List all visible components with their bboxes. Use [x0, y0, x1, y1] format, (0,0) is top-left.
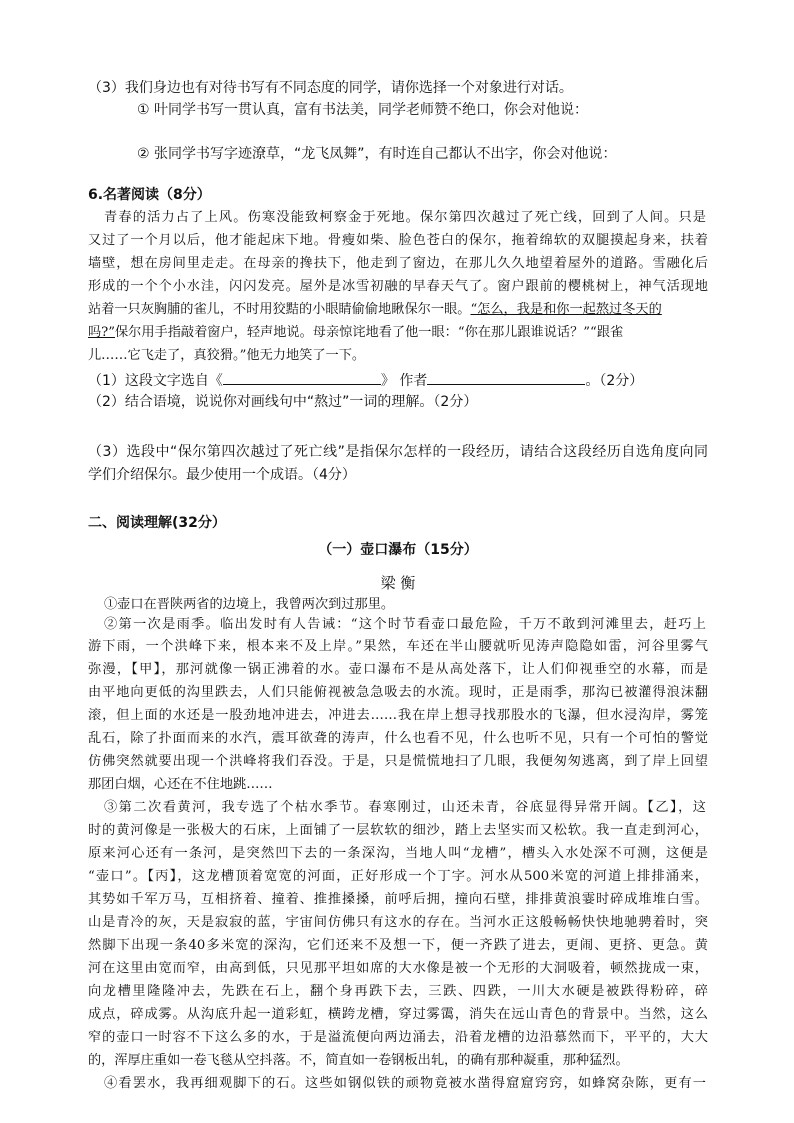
q3-option-1: ① 叶同学书写一贯认真，富有书法美，同学老师赞不绝口，你会对他说：	[137, 102, 588, 118]
passage-line: 儿……它飞走了，真狡猾。”他无力地笑了一下。	[88, 348, 366, 363]
article-line: 成点，碎成雾。从沟底升起一道彩虹，横跨龙槽，穿过雾霭，消失在远山青色的背景中。当然，这么	[88, 1007, 708, 1022]
passage-text: 保尔用手指敲着窗户，轻声地说。母亲惊诧地看了他一眼：“你在那儿跟谁说话？”“跟雀	[115, 325, 624, 340]
article-line: 滚，但上面的水还是一股劲地冲进去，冲进去……我在岸上想寻找那股水的飞瀑，但水浸沟岸，雾笼	[88, 708, 708, 723]
article-line: 原来河心还有一条河，是突然凹下去的一条深沟，当地人叫“龙槽”，槽头入水处深不可测，这便是	[88, 846, 708, 861]
book-title-blank[interactable]	[223, 370, 381, 385]
q3-stem: （3）我们身边也有对待书写有不同态度的同学，请你选择一个对象进行对话。	[88, 80, 573, 96]
passage-line: 又过了一个月以后，他才能起床下地。骨瘦如柴、脸色苍白的保尔，拖着绵软的双腿摸起身来，扶着	[88, 233, 708, 248]
q1-prefix: （1）这段文字选自《	[88, 373, 223, 389]
article-line: 弥漫，【甲】，那河就像一锅正沸着的水。壶口瀑布不是从高处落下，让人们仰视垂空的水幕，而是	[88, 662, 708, 677]
article-line: 山是青冷的灰，天是寂寂的蓝，宇宙间仿佛只有这水的存在。当河水正这般畅畅快快地驰骋着时，突	[88, 915, 708, 930]
article-line: ④看罢水，我再细观脚下的石。这些如钢似铁的顽物竟被水凿得窟窟窍窍，如蜂窝杂陈，更有一	[104, 1076, 706, 1091]
s6-question-1	[88, 370, 708, 390]
article-line: 游下雨，一个洪峰下来，根本来不及上岸。”果然，车还在半山腰就听见涛声隐隐如雷，河谷里雾气	[88, 639, 708, 654]
article-line: 其势如千军万马，互相挤着、撞着、推推搡搡，前呼后拥，撞向石壁，排排黄浪霎时碎成堆堆白雪。	[88, 892, 708, 907]
passage-line: 青春的活力占了上风。伤寒没能致柯察金于死地。保尔第四次越过了死亡线，回到了人间。只是	[104, 210, 706, 225]
article-line: 然脚下出现一条40多米宽的深沟，它们还来不及想一下，便一齐跌了进去，更闹、更挤、更急。黄	[88, 938, 708, 953]
s6-question-2: （2）结合语境，说说你对画线句中“熬过”一词的理解。（2分）	[88, 394, 478, 410]
passage-line: 形成的一个个小水洼，闪闪发亮。屋外是冰雪初融的早春天气了。窗户跟前的樱桃树上，神气活现地	[88, 279, 708, 294]
article-line: 向龙槽里隆隆冲去，先跌在石上，翻个身再跌下去，三跌、四跌，一川大水硬是被跌得粉碎，碎	[88, 984, 708, 999]
article-line: ③第二次看黄河，我专选了个枯水季节。春寒刚过，山还未青，谷底显得异常开阔。【乙】，这	[104, 800, 706, 815]
q1-score: 。（2分）	[585, 373, 644, 389]
section-6-title: 6.名著阅读（8分）	[88, 187, 211, 203]
article-author: 梁 衡	[380, 574, 416, 592]
article-line: 河在这里由宽而窄，由高到低，只见那平坦如席的大水像是被一个无形的大洞吸着，顿然拢成一束，	[88, 961, 708, 976]
article-line: 由平地向更低的沟里跌去，人们只能俯视被急急吸去的水流。现时，正是雨季，那沟已被灌得浪沫翻	[88, 685, 708, 700]
article-line: 的，浑厚庄重如一卷飞毯从空抖落。不，简直如一卷钢板出轧，的确有那种凝重，那种猛烈。	[88, 1053, 629, 1068]
article-line: ①壶口在晋陕两省的边境上，我曾两次到过那里。	[104, 597, 395, 612]
author-blank[interactable]	[427, 370, 585, 385]
article-line: “壶口”。【丙】，这龙槽顶着宽宽的河面，正好形成一个丁字。河水从500米宽的河道上排排涌来，	[88, 869, 708, 884]
underlined-sentence-end: 吗?”	[88, 325, 115, 340]
s6-question-3-cont: 学们介绍保尔。最少使用一个成语。（4分）	[88, 467, 356, 483]
section-2-title: 二、阅读理解(32分）	[88, 515, 226, 531]
article-line: 窄的壶口一时容不下这么多的水，于是溢流便向两边涌去，沿着龙槽的边沿慕然而下，平平的，大大	[88, 1030, 708, 1045]
passage-text: 站着一只灰胸脯的雀儿，不时用狡黠的小眼睛偷偷地瞅保尔一眼。	[88, 302, 471, 317]
article-line: 时的黄河像是一张极大的石床，上面铺了一层软软的细沙，踏上去坚实而又松软。我一直走到河心，	[88, 823, 708, 838]
article-line: 那团白烟，心还在不住地跳……	[88, 777, 273, 792]
passage-line	[88, 301, 708, 319]
q3-option-2: ② 张同学书写字迹潦草，“龙飞凤舞”，有时连自己都认不出字，你会对他说：	[137, 146, 617, 162]
passage-line: 墙壁，想在房间里走走。在母亲的搀扶下，他走到了窗边，在那儿久久地望着屋外的道路。雪融化后	[88, 256, 708, 271]
q1-author-label: 》 作者	[380, 373, 428, 389]
passage-line	[88, 324, 708, 342]
article-line: ②第一次是雨季。临出发时有人告诫：“这个时节看壶口最危险，千万不敢到河滩里去，赶巧上	[104, 617, 706, 632]
article-line: 乱石，除了扑面而来的水汽，震耳欲聋的涛声，什么也看不见，什么也听不见，只有一个可怕的警觉	[88, 731, 708, 746]
s6-question-3: （3）选段中“保尔第四次越过了死亡线”是指保尔怎样的一段经历，请结合这段经历自选角度向同	[88, 444, 708, 460]
article-subtitle: （一）壶口瀑布（15分）	[318, 542, 478, 558]
article-line: 仿佛突然就要出现一个洪峰将我们吞没。于是，只是慌慌地扫了几眼，我便匆匆逃离，到了岸上回望	[88, 754, 708, 769]
underlined-sentence: “怎么，我是和你一起熬过冬天的	[470, 302, 662, 317]
